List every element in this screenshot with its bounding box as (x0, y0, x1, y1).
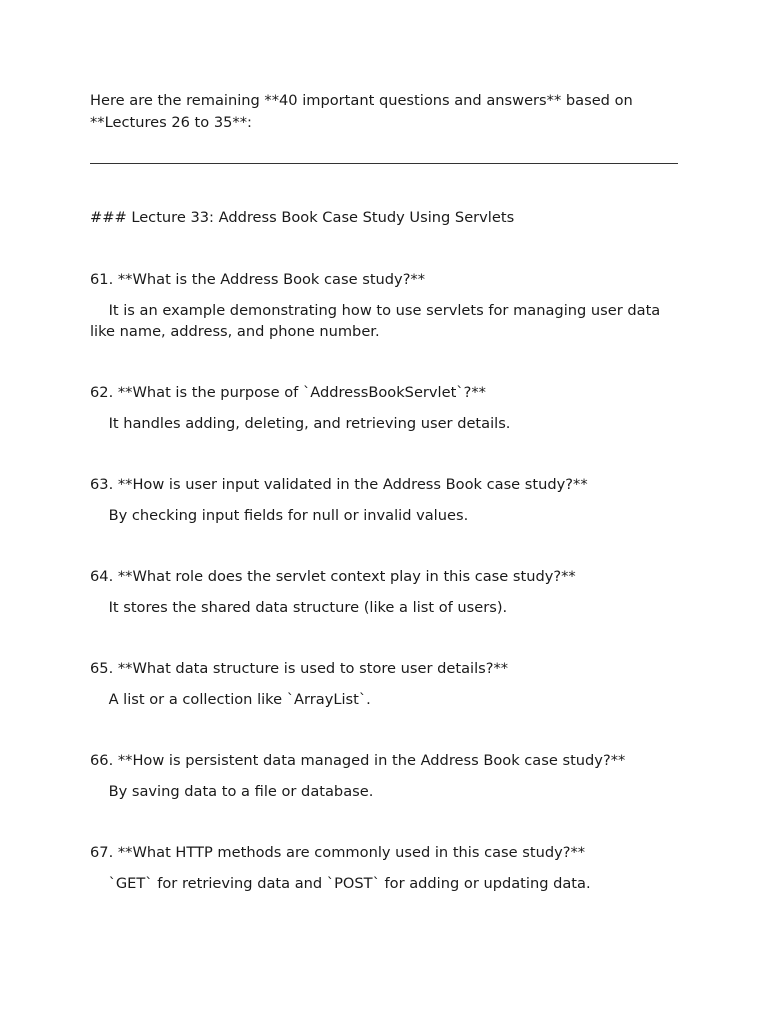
intro-paragraph: Here are the remaining **40 important questions and answers** based on **Lectures 26 to 35**: (90, 92, 633, 131)
qa-item (90, 750, 680, 802)
qa-item (90, 658, 680, 710)
question: 65. **What data structure is used to store user details?** (90, 660, 509, 677)
answer: By saving data to a file or database. (90, 783, 374, 800)
qa-item (90, 474, 680, 526)
qa-list (90, 269, 680, 894)
answer: A list or a collection like `ArrayList`. (90, 691, 371, 708)
question: 62. **What is the purpose of `AddressBookServlet`?** (90, 384, 486, 401)
qa-item (90, 842, 680, 894)
qa-item (90, 269, 680, 342)
answer: By checking input fields for null or invalid values. (90, 507, 469, 524)
answer: It stores the shared data structure (like a list of users). (90, 599, 508, 616)
answer: It is an example demonstrating how to use servlets for managing user data like name, address, and phone number. (90, 302, 665, 340)
question: 66. **How is persistent data managed in the Address Book case study?** (90, 752, 626, 769)
answer: `GET` for retrieving data and `POST` for adding or updating data. (90, 875, 591, 892)
question: 64. **What role does the servlet context play in this case study?** (90, 568, 576, 585)
qa-item (90, 566, 680, 618)
question: 61. **What is the Address Book case study?** (90, 271, 426, 288)
section-heading: ### Lecture 33: Address Book Case Study Using Servlets (90, 209, 515, 226)
question: 67. **What HTTP methods are commonly used in this case study?** (90, 844, 586, 861)
document-page (90, 90, 680, 894)
qa-item (90, 382, 680, 434)
answer: It handles adding, deleting, and retrieving user details. (90, 415, 511, 432)
horizontal-rule (90, 163, 678, 164)
question: 63. **How is user input validated in the Address Book case study?** (90, 476, 588, 493)
